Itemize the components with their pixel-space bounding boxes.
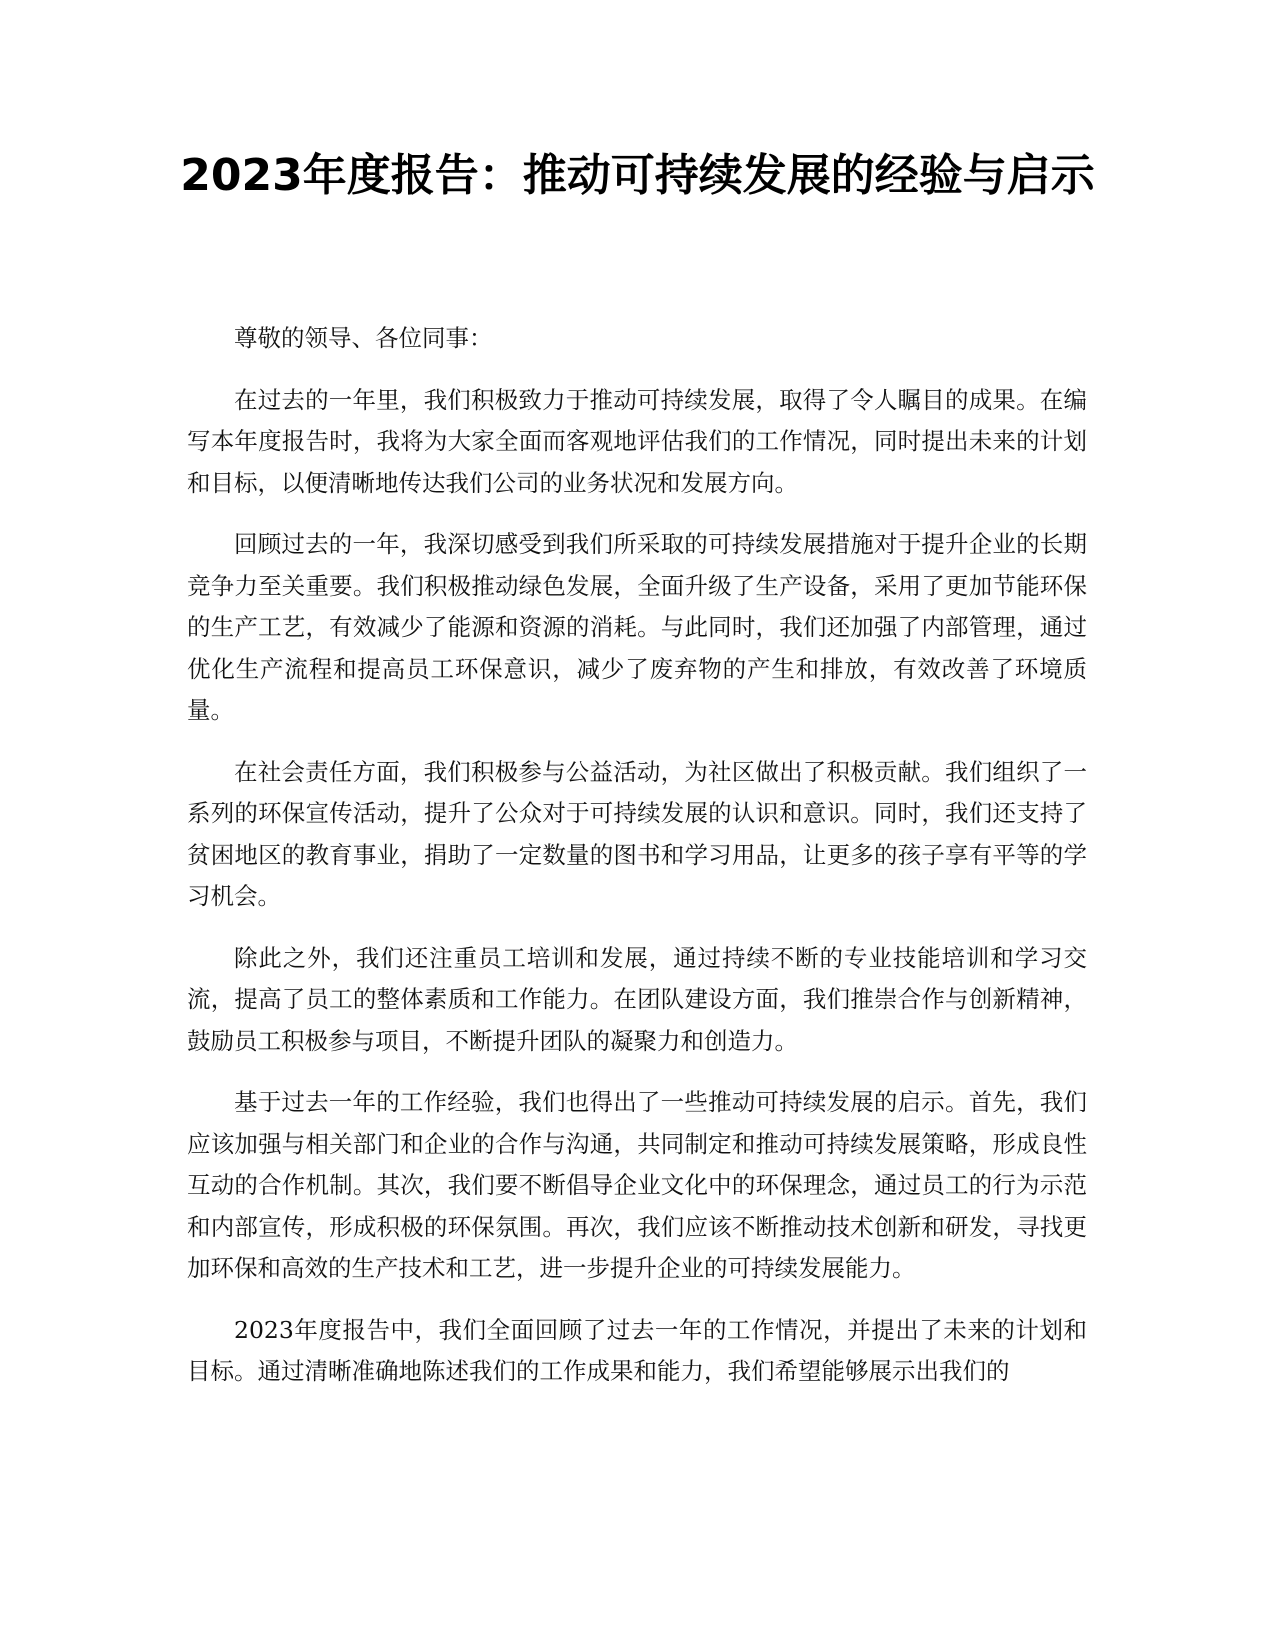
document-title: 2023年度报告：推动可持续发展的经验与启示 <box>180 150 1095 201</box>
paragraph: 在过去的一年里，我们积极致力于推动可持续发展，取得了令人瞩目的成果。在编写本年度报告时，我将为大家全面而客观地评估我们的工作情况，同时提出未来的计划和目标，以便清晰地传达我们公司的业务状况和发展方向。 <box>187 385 1087 497</box>
document-body <box>187 318 1087 1413</box>
paragraph: 在社会责任方面，我们积极参与公益活动，为社区做出了积极贡献。我们组织了一系列的环保宣传活动，提升了公众对于可持续发展的认识和意识。同时，我们还支持了贫困地区的教育事业，捐助了一定数量的图书和学习用品，让更多的孩子享有平等的学习机会。 <box>187 757 1087 910</box>
paragraph: 基于过去一年的工作经验，我们也得出了一些推动可持续发展的启示。首先，我们应该加强与相关部门和企业的合作与沟通，共同制定和推动可持续发展策略，形成良性互动的合作机制。其次，我们要不断倡导企业文化中的环保理念，通过员工的行为示范和内部宣传，形成积极的环保氛围。再次，我们应该不断推动技术创新和研发，寻找更加环保和高效的生产技术和工艺，进一步提升企业的可持续发展能力。 <box>187 1088 1087 1282</box>
paragraph: 2023年度报告中，我们全面回顾了过去一年的工作情况，并提出了未来的计划和目标。通过清晰准确地陈述我们的工作成果和能力，我们希望能够展示出我们的 <box>187 1315 1087 1385</box>
paragraph: 除此之外，我们还注重员工培训和发展，通过持续不断的专业技能培训和学习交流，提高了员工的整体素质和工作能力。在团队建设方面，我们推崇合作与创新精神，鼓励员工积极参与项目，不断提升团队的凝聚力和创造力。 <box>187 943 1087 1055</box>
salutation: 尊敬的领导、各位同事： <box>234 324 493 352</box>
paragraph: 回顾过去的一年，我深切感受到我们所采取的可持续发展措施对于提升企业的长期竞争力至关重要。我们积极推动绿色发展，全面升级了生产设备，采用了更加节能环保的生产工艺，有效减少了能源和资源的消耗。与此同时，我们还加强了内部管理，通过优化生产流程和提高员工环保意识，减少了废弃物的产生和排放，有效改善了环境质量。 <box>187 530 1087 724</box>
